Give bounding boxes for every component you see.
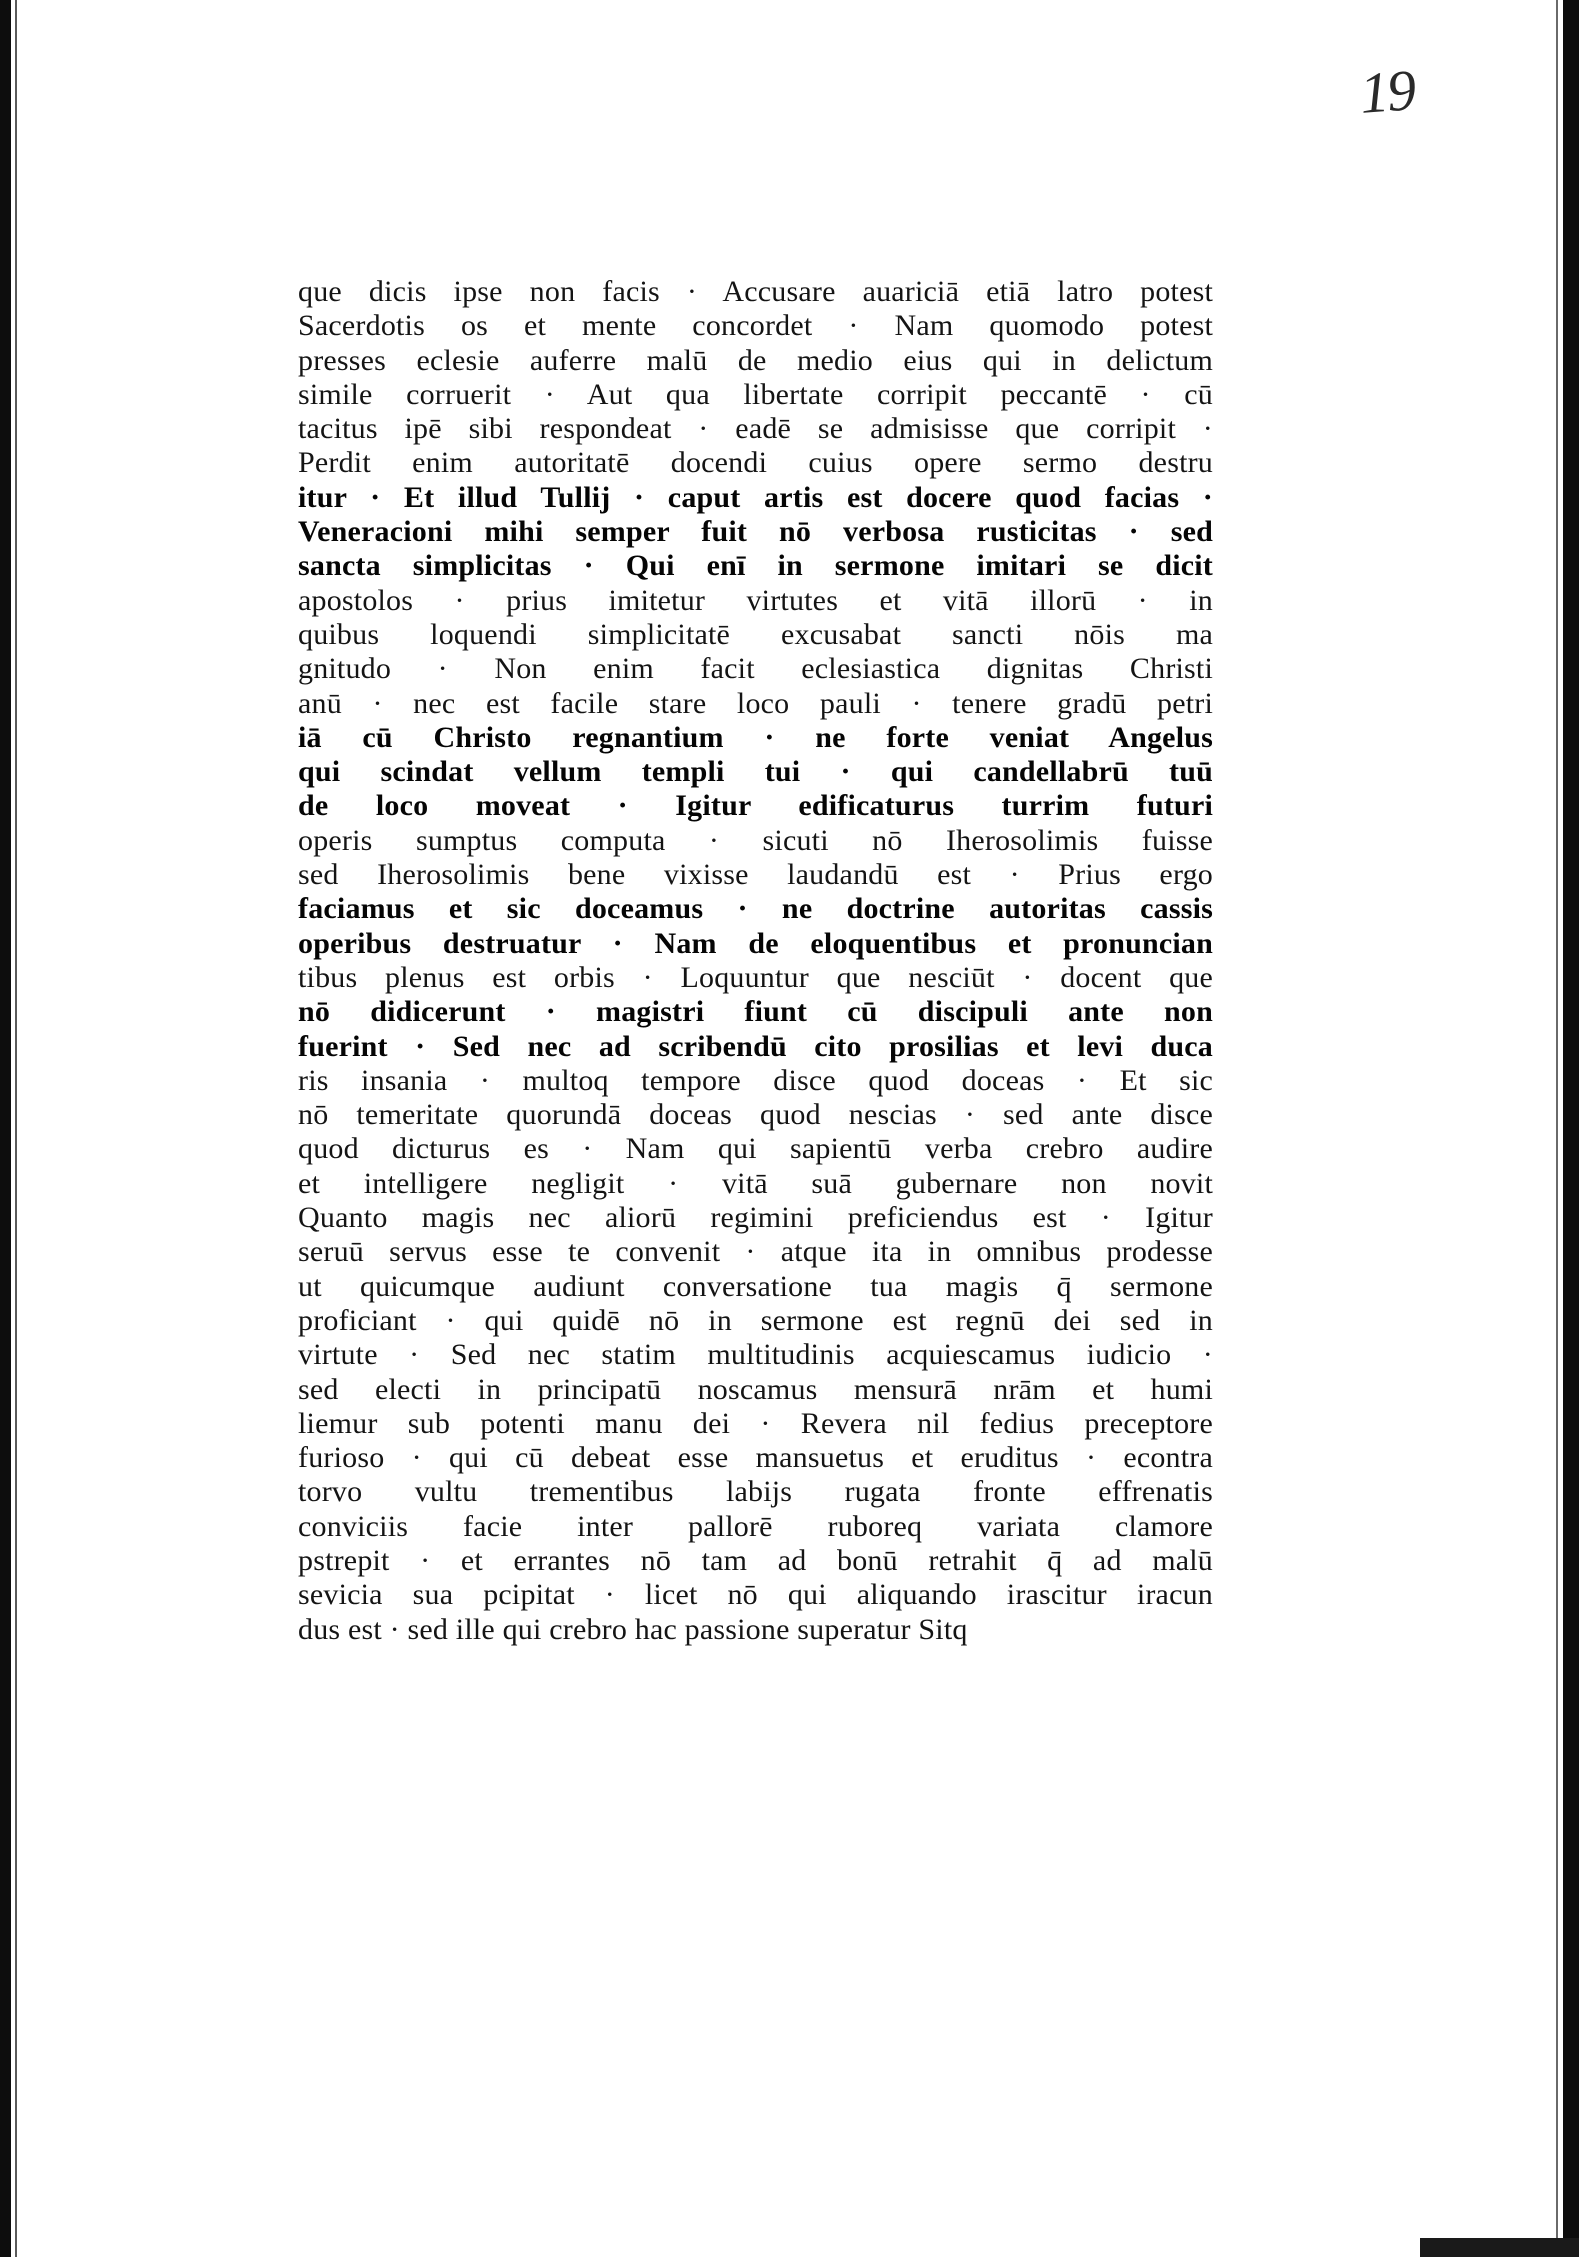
manuscript-line: qui scindat vellum templi tui · qui candellabrū tuū <box>298 755 1213 789</box>
manuscript-line: sed Iherosolimis bene vixisse laudandū est · Prius ergo <box>298 858 1213 892</box>
manuscript-line: virtute · Sed nec statim multitudinis acquiescamus iudicio · <box>298 1338 1213 1372</box>
manuscript-line: Quanto magis nec aliorū regimini preficiendus est · Igitur <box>298 1201 1213 1235</box>
manuscript-line: operis sumptus computa · sicuti nō Iherosolimis fuisse <box>298 823 1213 857</box>
manuscript-line: quibus loquendi simplicitatē excusabat sancti nōis ma <box>298 617 1213 651</box>
manuscript-line: iā cū Christo regnantium · ne forte veniat Angelus <box>298 720 1213 754</box>
manuscript-line: et intelligere negligit · vitā suā gubernare non novit <box>298 1166 1213 1200</box>
scan-edge-right-line <box>1556 0 1558 2257</box>
manuscript-line: fuerint · Sed nec ad scribendū cito prosilias et levi duca <box>298 1029 1213 1063</box>
manuscript-line: faciamus et sic doceamus · ne doctrine autoritas cassis <box>298 892 1213 926</box>
manuscript-line: presses eclesie auferre malū de medio eius qui in delictum <box>298 343 1213 377</box>
manuscript-line: sancta simplicitas · Qui enī in sermone imitari se dicit <box>298 549 1213 583</box>
manuscript-line: que dicis ipse non facis · Accusare auariciā etiā latro potest <box>298 275 1213 308</box>
manuscript-line: proficiant · qui quidē nō in sermone est regnū dei sed in <box>298 1303 1213 1337</box>
manuscript-line: conviciis facie inter pallorē ruboreq variata clamore <box>298 1509 1213 1543</box>
manuscript-line: Veneracioni mihi semper fuit nō verbosa rusticitas · sed <box>298 515 1213 549</box>
manuscript-line: gnitudo · Non enim facit eclesiastica dignitas Christi <box>298 652 1213 686</box>
manuscript-line: de loco moveat · Igitur edificaturus turrim futuri <box>298 789 1213 823</box>
manuscript-line: nō temeritate quorundā doceas quod nescias · sed ante disce <box>298 1098 1213 1132</box>
manuscript-line: seruū servus esse te convenit · atque ita in omnibus prodesse <box>298 1235 1213 1269</box>
manuscript-line: nō didicerunt · magistri fiunt cū discipuli ante non <box>298 995 1213 1029</box>
manuscript-line: liemur sub potenti manu dei · Revera nil fedius preceptore <box>298 1406 1213 1440</box>
manuscript-line: Perdit enim autoritatē docendi cuius opere sermo destru <box>298 446 1213 480</box>
manuscript-line: pstrepit · et errantes nō tam ad bonū retrahit q̄ ad malū <box>298 1543 1213 1577</box>
manuscript-line: Sacerdotis os et mente concordet · Nam quomodo potest <box>298 309 1213 343</box>
manuscript-text-block <box>298 275 1213 1647</box>
manuscript-line: sed electi in principatū noscamus mensurā nrām et humi <box>298 1372 1213 1406</box>
manuscript-line: itur · Et illud Tullij · caput artis est docere quod facias · <box>298 480 1213 514</box>
manuscript-line: ris insania · multoq tempore disce quod doceas · Et sic <box>298 1063 1213 1097</box>
folio-number: 19 <box>1357 57 1417 126</box>
manuscript-line: sevicia sua pcipitat · licet nō qui aliquando irascitur iracun <box>298 1578 1213 1612</box>
manuscript-line: furioso · qui cū debeat esse mansuetus et eruditus · econtra <box>298 1441 1213 1475</box>
scan-edge-bottom <box>1420 2238 1579 2257</box>
scan-edge-left <box>0 0 11 2257</box>
scan-edge-left-line <box>15 0 17 2257</box>
scan-edge-right <box>1563 0 1579 2257</box>
manuscript-line: tibus plenus est orbis · Loquuntur que nesciūt · docent que <box>298 960 1213 994</box>
manuscript-line: anū · nec est facile stare loco pauli · tenere gradū petri <box>298 686 1213 720</box>
manuscript-line: tacitus ipē sibi respondeat · eadē se admisisse que corripit · <box>298 412 1213 446</box>
manuscript-line: ut quicumque audiunt conversatione tua magis q̄ sermone <box>298 1269 1213 1303</box>
manuscript-line: operibus destruatur · Nam de eloquentibus et pronuncian <box>298 926 1213 960</box>
manuscript-line: simile corruerit · Aut qua libertate corripit peccantē · cū <box>298 377 1213 411</box>
manuscript-line: apostolos · prius imitetur virtutes et vitā illorū · in <box>298 583 1213 617</box>
manuscript-line: dus est · sed ille qui crebro hac passione superatur Sitq <box>298 1612 968 1646</box>
manuscript-line: torvo vultu trementibus labijs rugata fronte effrenatis <box>298 1475 1213 1509</box>
manuscript-line: quod dicturus es · Nam qui sapientū verba crebro audire <box>298 1132 1213 1166</box>
